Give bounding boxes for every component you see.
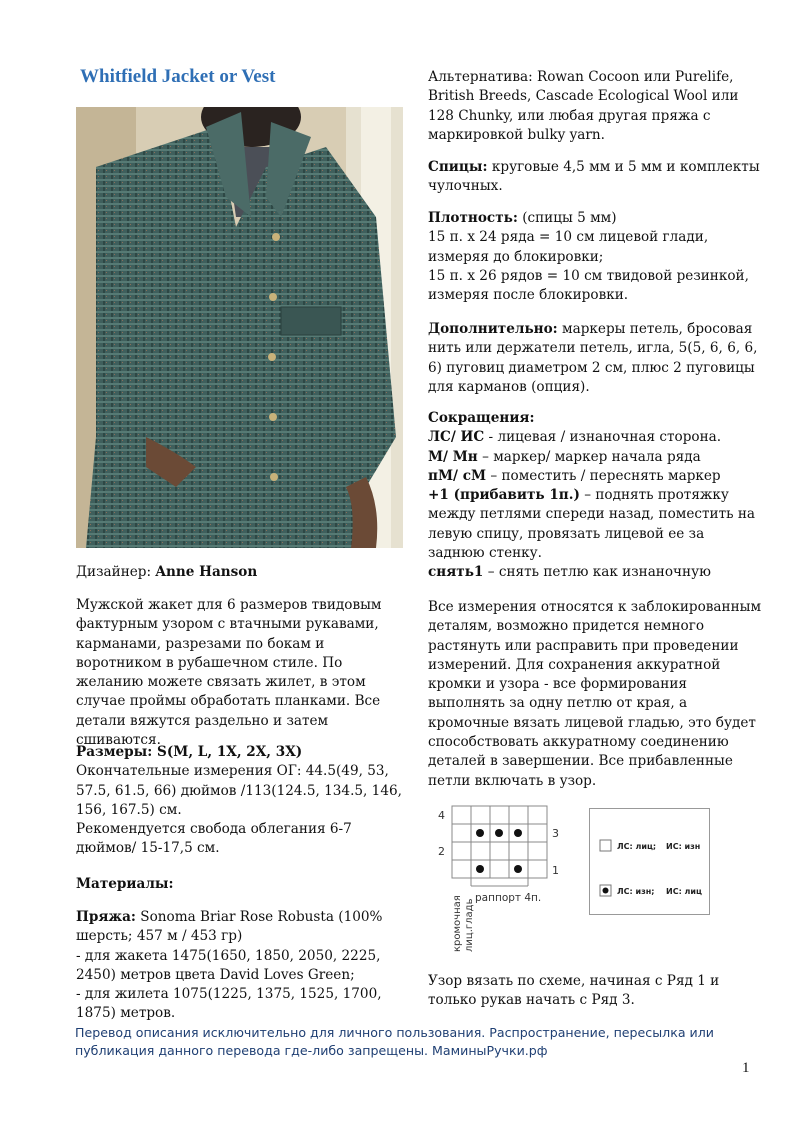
gauge-text: (спицы 5 мм) (517, 210, 617, 226)
chart-note: Узор вязать по схеме, начиная с Ряд 1 и только рукав начать с Ряд 3. (428, 973, 720, 1009)
extras-text: маркеры петель, бросовая нить или держатели петель, игла, 5(5, 6, 6, 6, 6) пуговиц диаметром 2 см, плюс 2 пуговицы для карманов (опция). (428, 321, 758, 395)
sizes-ease: Рекомендуется свобода облегания 6-7 дюймов/ 15-17,5 см. (76, 821, 352, 857)
designer-label: Дизайнер: (76, 564, 152, 580)
chart-row-2-label: 2 (438, 845, 445, 858)
abbreviations-heading: Сокращения: (428, 410, 535, 426)
chart-row-3-label: 3 (552, 827, 559, 840)
legend-row2-right: ИС: лиц (666, 887, 702, 896)
legend-row2-left: ЛС: изн; (617, 887, 655, 896)
sizes-section (76, 743, 406, 859)
needles-paragraph (428, 158, 763, 197)
chart-edge-label-1: кромочная (452, 895, 463, 952)
legend-row1-right: ИС: изн (666, 842, 701, 851)
measurement-note: Все измерения относятся к заблокированным деталям, возможно придется немного растянуть или расправить при проведении измерений. Для сохранения аккуратной кромки и узора - все формирования выполнять за одну петлю от края, а кромочные вязать лицевой гладью, это будет способствовать аккуратному соединению деталей в завершении. Все прибавленные петли включать в узор. (428, 599, 762, 789)
chart-legend (589, 808, 711, 920)
needles-text: круговые 4,5 мм и 5 мм и комплекты чулочных. (428, 159, 760, 195)
legend-knit-symbol (600, 840, 611, 851)
extras-paragraph (428, 320, 763, 397)
page-number: 1 (742, 1060, 750, 1076)
yarn-jacket: - для жакета 1475(1650, 1850, 2050, 2225, 2450) метров цвета David Loves Green; (76, 947, 381, 983)
gauge-line-2: 15 п. x 26 рядов = 10 см твидовой резинкой, измеряя после блокировки. (428, 267, 749, 304)
extras-label: Дополнительно: (428, 321, 558, 337)
yarn-section (76, 908, 406, 1024)
jacket-photo (76, 107, 403, 548)
yarn-text: Sonoma Briar Rose Robusta (100% шерсть; 457 м / 453 гр) (76, 909, 383, 945)
yarn-label: Пряжа: (76, 909, 136, 925)
abbreviations-section (428, 409, 763, 583)
abbrev-item: ЛС/ ИС - лицевая / изнаночная сторона. (428, 429, 722, 446)
chart-repeat-label: раппорт 4п. (475, 892, 542, 904)
gauge-label: Плотность: (428, 210, 518, 226)
yarn-vest: - для жилета 1075(1225, 1375, 1525, 1700, 1875) метров. (76, 986, 382, 1022)
materials-heading (76, 875, 406, 894)
designer-name: Anne Hanson (155, 564, 258, 580)
sizes-measurements: Окончательные измерения ОГ: 44.5(49, 53, 57.5, 61.5, 66) дюймов /113(124.5, 134.5, 146, 156, 167.5) см. (76, 763, 402, 818)
designer-line (76, 563, 406, 582)
intro-paragraph: Мужской жакет для 6 размеров твидовым фактурным узором с втачными рукавами, карманами, разрезами по бокам и воротником в рубашечном стиле. По желанию можете связать жилет, в этом случае проймы обработать планками. Все детали вяжутся раздельно и затем сшиваются. (76, 597, 382, 749)
abbrev-item: снять1 – снять петлю как изнаночную (428, 564, 711, 581)
footer-disclaimer: Перевод описания исключительно для личного пользования. Распространение, пересылка или публикация данного перевода где-либо запрещены. МаминыРучки.рф (75, 1025, 714, 1058)
chart-edge-label-2: лиц.гладь (464, 898, 475, 952)
abbrev-item: М/ Мн – маркер/ маркер начала ряда (428, 448, 701, 465)
gauge-line-1: 15 п. x 24 ряда = 10 см лицевой глади, измеряя до блокировки; (428, 229, 709, 265)
page-title: Whitfield Jacket or Vest (80, 66, 276, 87)
legend-row1-left: ЛС: лиц; (617, 842, 657, 851)
alternative-paragraph: Альтернатива: Rowan Cocoon или Purelife, British Breeds, Cascade Ecological Wool или 128 Chunky, или любая другая пряжа с маркировкой bulky yarn. (428, 69, 739, 143)
gauge-section (428, 209, 763, 305)
stitch-chart (428, 802, 568, 966)
abbrev-item: пМ/ сМ – поместить / переснять маркер (428, 467, 721, 484)
chart-row-1-label: 1 (552, 864, 559, 877)
needles-label: Спицы: (428, 159, 488, 175)
chart-row-4-label: 4 (438, 809, 445, 822)
sizes-heading: Размеры: S(M, L, 1X, 2X, 3X) (76, 744, 303, 760)
materials-heading-text: Материалы: (76, 876, 174, 892)
abbrev-item: +1 (прибавить 1п.) – поднять протяжку между петлями спереди назад, поместить на левую спицу, провязать лицевой ее за заднюю стенку. (428, 487, 755, 562)
